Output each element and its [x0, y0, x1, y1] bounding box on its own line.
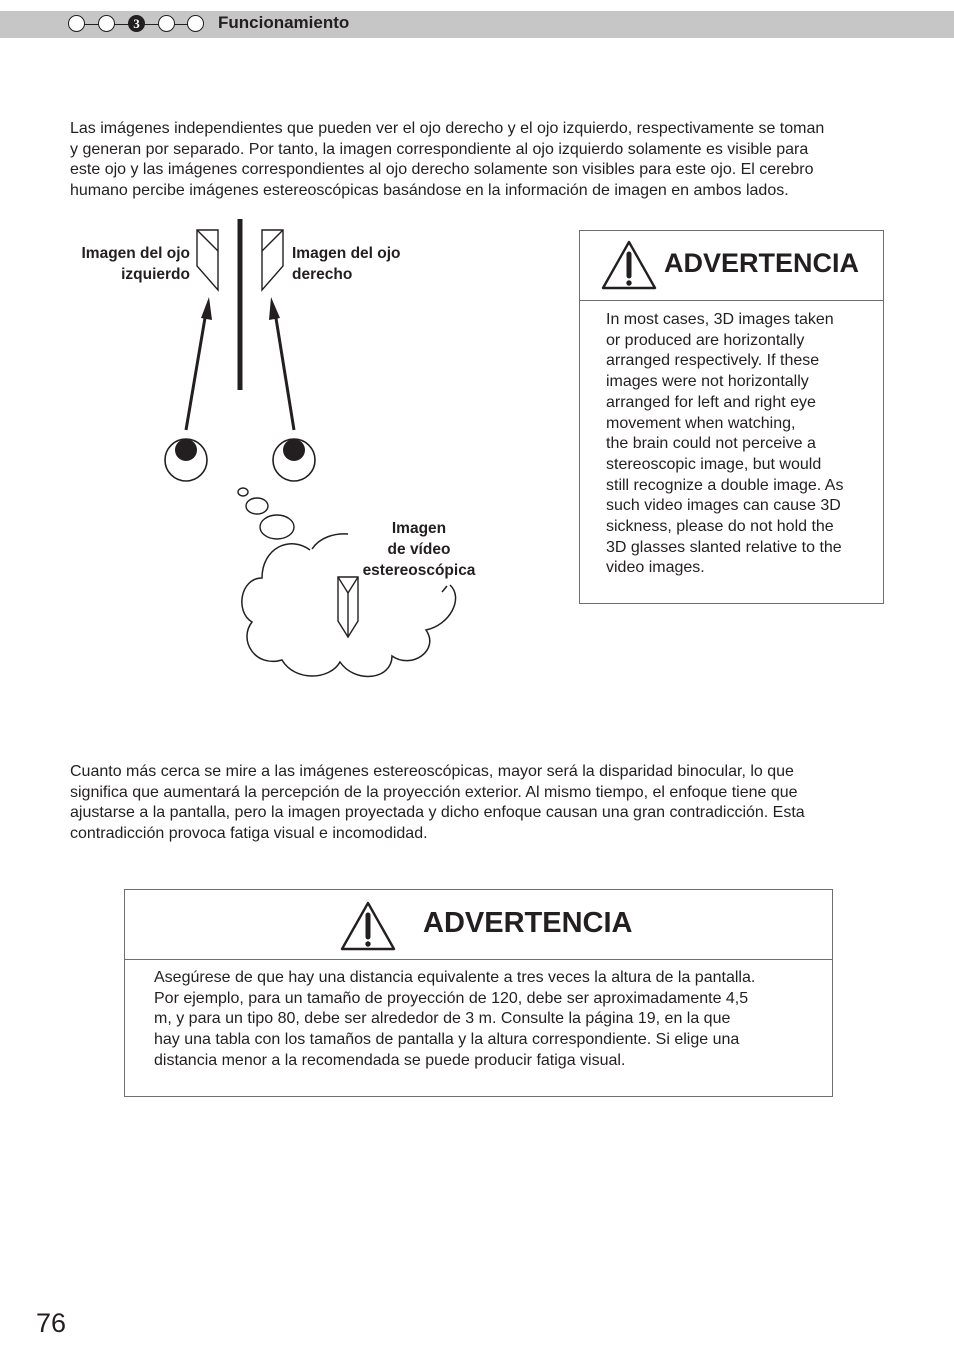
paragraph-line: Cuanto más cerca se mire a las imágenes estereoscópicas, mayor será la disparidad binocular, lo que [70, 763, 794, 780]
warning-title: ADVERTENCIA [423, 907, 633, 939]
paragraph-line: contradicción provoca fatiga visual e incomodidad. [70, 825, 428, 843]
step-3-circle-active: 3 [128, 15, 145, 32]
warning-box-1-header [580, 231, 883, 301]
right-eye-label-line: derecho [292, 266, 353, 283]
right-eye-image-label [292, 243, 401, 285]
warning-box-1 [579, 230, 884, 604]
cloud-label-line: de vídeo [387, 541, 451, 558]
warning-line: Por ejemplo, para un tamaño de proyección de 120, debe ser aproximadamente 4,5 [154, 989, 749, 1007]
intro-line: y generan por separado. Por tanto, la imagen correspondiente al ojo izquierdo solamente es visible para [70, 140, 809, 158]
section-title: Funcionamiento [218, 13, 350, 32]
warning-line: m, y para un tipo 80, debe ser alrededor de 3 m. Consulte la página 19, en la que [154, 1010, 731, 1028]
cloud-label-line: Imagen [391, 520, 447, 537]
paragraph-line: significa que aumentará la percepción de la proyección exterior. Al mismo tiempo, el enfoque tiene que [70, 783, 798, 801]
left-arrow [186, 297, 212, 430]
right-eye-image-shape [262, 230, 283, 290]
warning-2-text [154, 968, 755, 1072]
warning-line: the brain could not perceive a [606, 435, 816, 453]
warning-triangle-icon [339, 900, 397, 952]
warning-line: video images. [606, 559, 705, 577]
left-eye-image-label [60, 243, 190, 285]
stereoscopic-image-shape [338, 577, 358, 637]
stereoscopic-video-label [349, 518, 489, 581]
warning-line: 3D glasses slanted relative to the [606, 538, 842, 556]
warning-title: ADVERTENCIA [664, 248, 860, 278]
paragraph-line: ajustarse a la pantalla, pero la imagen proyectada y dicho enfoque causan una gran contradicción. Esta [70, 804, 805, 822]
left-eye-image-shape [197, 230, 218, 290]
page-number: 76 [36, 1308, 67, 1338]
left-eye-icon [165, 439, 207, 481]
warning-box-2 [124, 889, 833, 1097]
warning-1-text [606, 310, 843, 579]
left-eye-label-line: Imagen del ojo [81, 245, 190, 262]
warning-line: such video images can cause 3D [606, 497, 841, 515]
warning-line: arranged for left and right eye [606, 393, 816, 411]
warning-line: images were not horizontally [606, 373, 809, 391]
warning-line: stereoscopic image, but would [606, 455, 822, 473]
left-eye-label-line: izquierdo [121, 266, 190, 283]
intro-line: este ojo y las imágenes correspondientes al ojo derecho solamente son visibles para este ojo. El cerebro [70, 161, 814, 179]
warning-box-2-header [125, 890, 832, 960]
warning-line: or produced are horizontally [606, 331, 805, 349]
warning-triangle-icon [600, 239, 658, 291]
intro-line: humano percibe imágenes estereoscópicas basándose en la información de imagen en ambos lados. [70, 182, 789, 200]
right-eye-label-line: Imagen del ojo [292, 245, 401, 262]
warning-line: arranged respectively. If these [606, 352, 820, 370]
right-eye-icon [273, 439, 315, 481]
thought-bubbles [238, 488, 294, 539]
warning-line: hay una tabla con los tamaños de pantalla y la altura correspondiente. Si elige una [154, 1031, 740, 1049]
warning-line: sickness, please do not hold the [606, 518, 834, 536]
warning-line: movement when watching, [606, 414, 796, 432]
warning-line: In most cases, 3D images taken [606, 311, 834, 328]
intro-line: Las imágenes independientes que pueden ver el ojo derecho y el ojo izquierdo, respectivamente se toman [70, 120, 825, 137]
binocular-disparity-paragraph [70, 762, 805, 845]
cloud-label-line: estereoscópica [362, 562, 476, 579]
stereoscopic-diagram [0, 0, 560, 700]
warning-line: Asegúrese de que hay una distancia equivalente a tres veces la altura de la pantalla. [154, 969, 756, 986]
right-arrow [269, 297, 294, 430]
warning-line: distancia menor a la recomendada se puede producir fatiga visual. [154, 1051, 626, 1069]
warning-line: still recognize a double image. As [606, 476, 844, 494]
